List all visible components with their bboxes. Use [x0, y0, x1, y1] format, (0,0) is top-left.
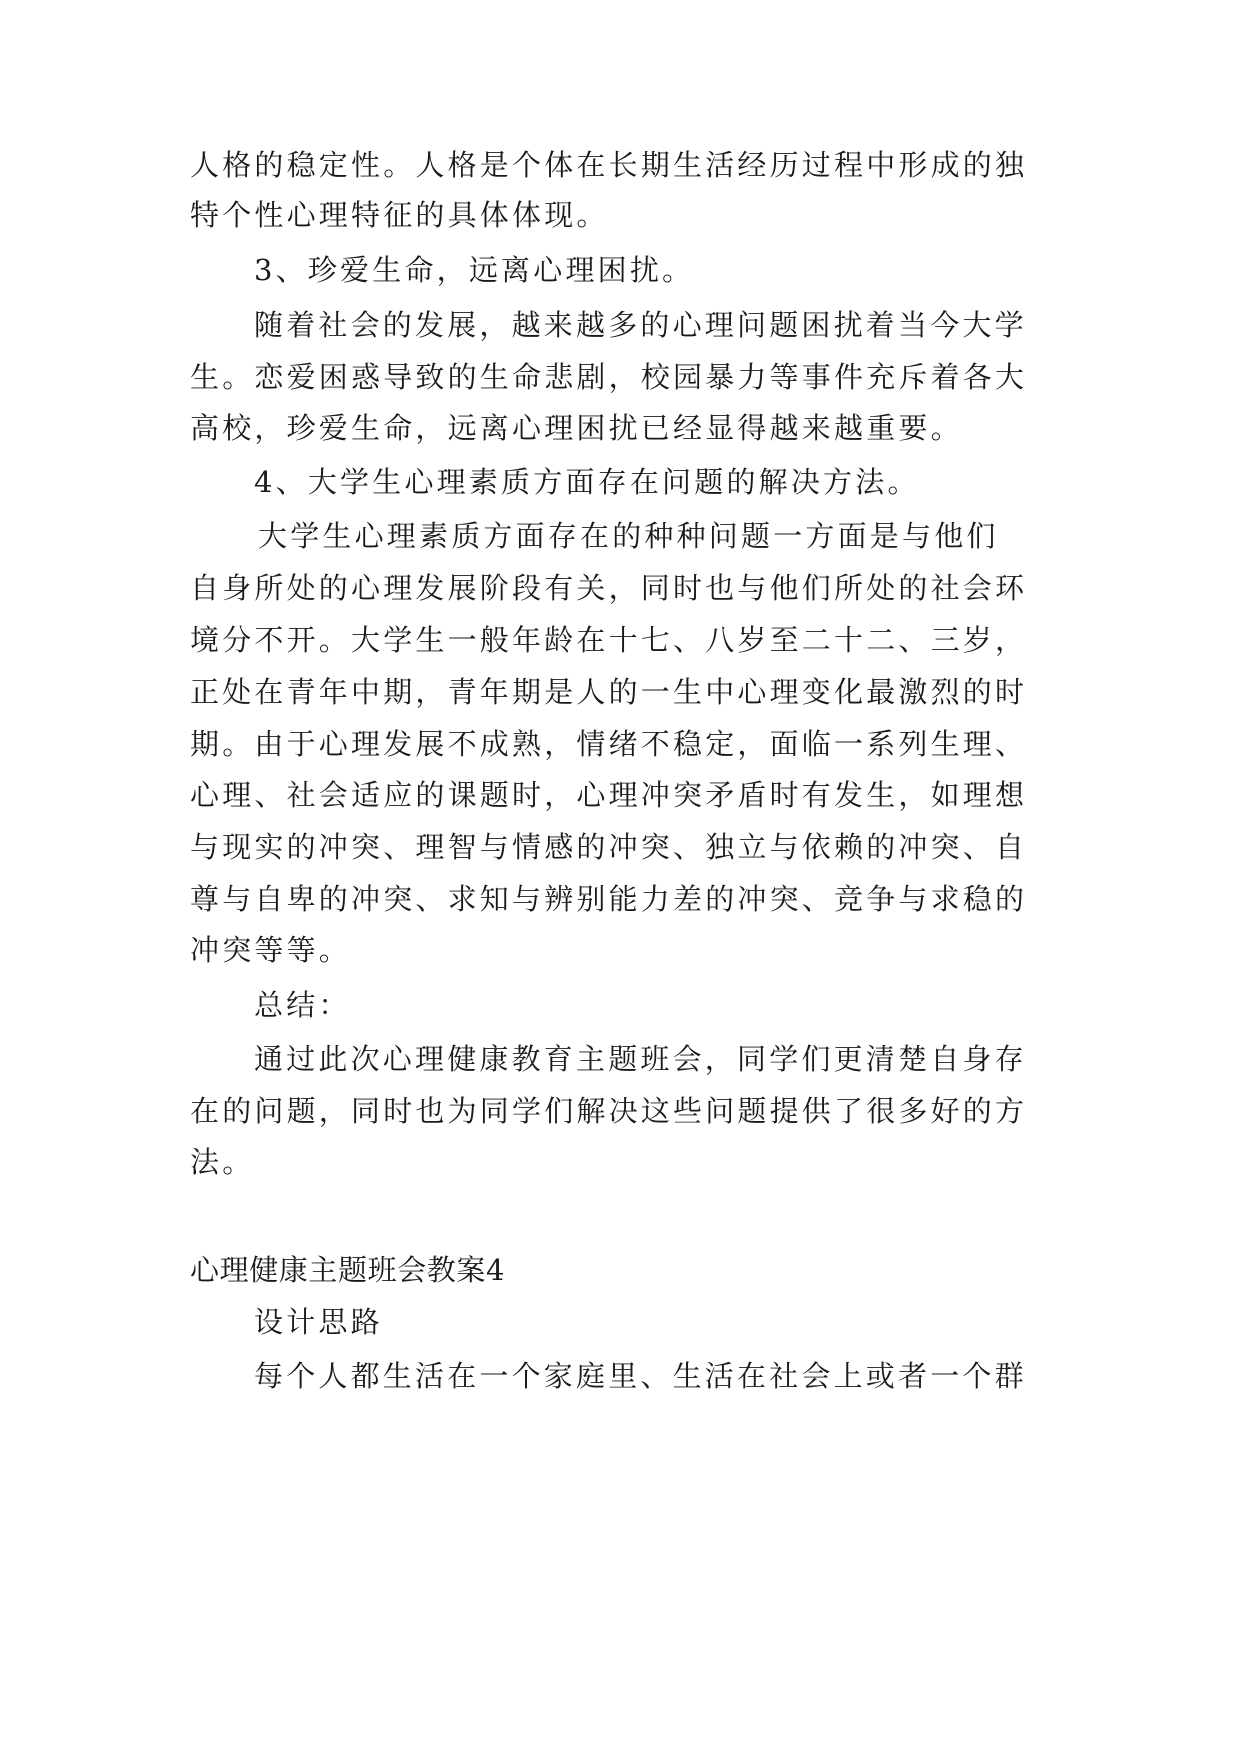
paragraph-line: 生。恋爱困惑导致的生命悲剧，校园暴力等事件充斥着各大 [190, 360, 1028, 394]
paragraph-line: 通过此次心理健康教育主题班会，同学们更清楚自身存 [254, 1042, 1027, 1076]
section-heading: 设计思路 [254, 1305, 383, 1339]
paragraph-line: 高校，珍爱生命，远离心理困扰已经显得越来越重要。 [190, 411, 963, 445]
summary-heading: 总结： [254, 988, 351, 1022]
paragraph-line: 特个性心理特征的具体体现。 [190, 198, 609, 232]
paragraph-line: 正处在青年中期，青年期是人的一生中心理变化最激烈的时 [190, 675, 1028, 709]
section-heading: 3、珍爱生命，远离心理困扰。 [254, 253, 695, 287]
section-heading: 4、大学生心理素质方面存在问题的解决方法。 [254, 465, 920, 499]
paragraph-line: 自身所处的心理发展阶段有关，同时也与他们所处的社会环 [190, 571, 1028, 605]
paragraph-line: 法。 [190, 1145, 255, 1179]
paragraph-line: 与现实的冲突、理智与情感的冲突、独立与依赖的冲突、自 [190, 830, 1028, 864]
paragraph-line: 期。由于心理发展不成熟，情绪不稳定，面临一系列生理、 [190, 727, 1028, 761]
paragraph-line: 每个人都生活在一个家庭里、生活在社会上或者一个群 [254, 1359, 1027, 1393]
paragraph-line: 境分不开。大学生一般年龄在十七、八岁至二十二、三岁， [190, 623, 1028, 657]
paragraph-line: 冲突等等。 [190, 933, 352, 967]
paragraph-line: 大学生心理素质方面存在的种种问题一方面是与他们 [258, 519, 999, 553]
paragraph-line: 心理、社会适应的课题时，心理冲突矛盾时有发生，如理想 [190, 778, 1028, 812]
paragraph-line: 在的问题，同时也为同学们解决这些问题提供了很多好的方 [190, 1094, 1028, 1128]
paragraph-line: 尊与自卑的冲突、求知与辨别能力差的冲突、竞争与求稳的 [190, 882, 1028, 916]
paragraph-line: 随着社会的发展，越来越多的心理问题困扰着当今大学 [254, 308, 1027, 342]
paragraph-line: 人格的稳定性。人格是个体在长期生活经历过程中形成的独 [190, 148, 1028, 182]
lesson-plan-title: 心理健康主题班会教案4 [190, 1253, 506, 1287]
